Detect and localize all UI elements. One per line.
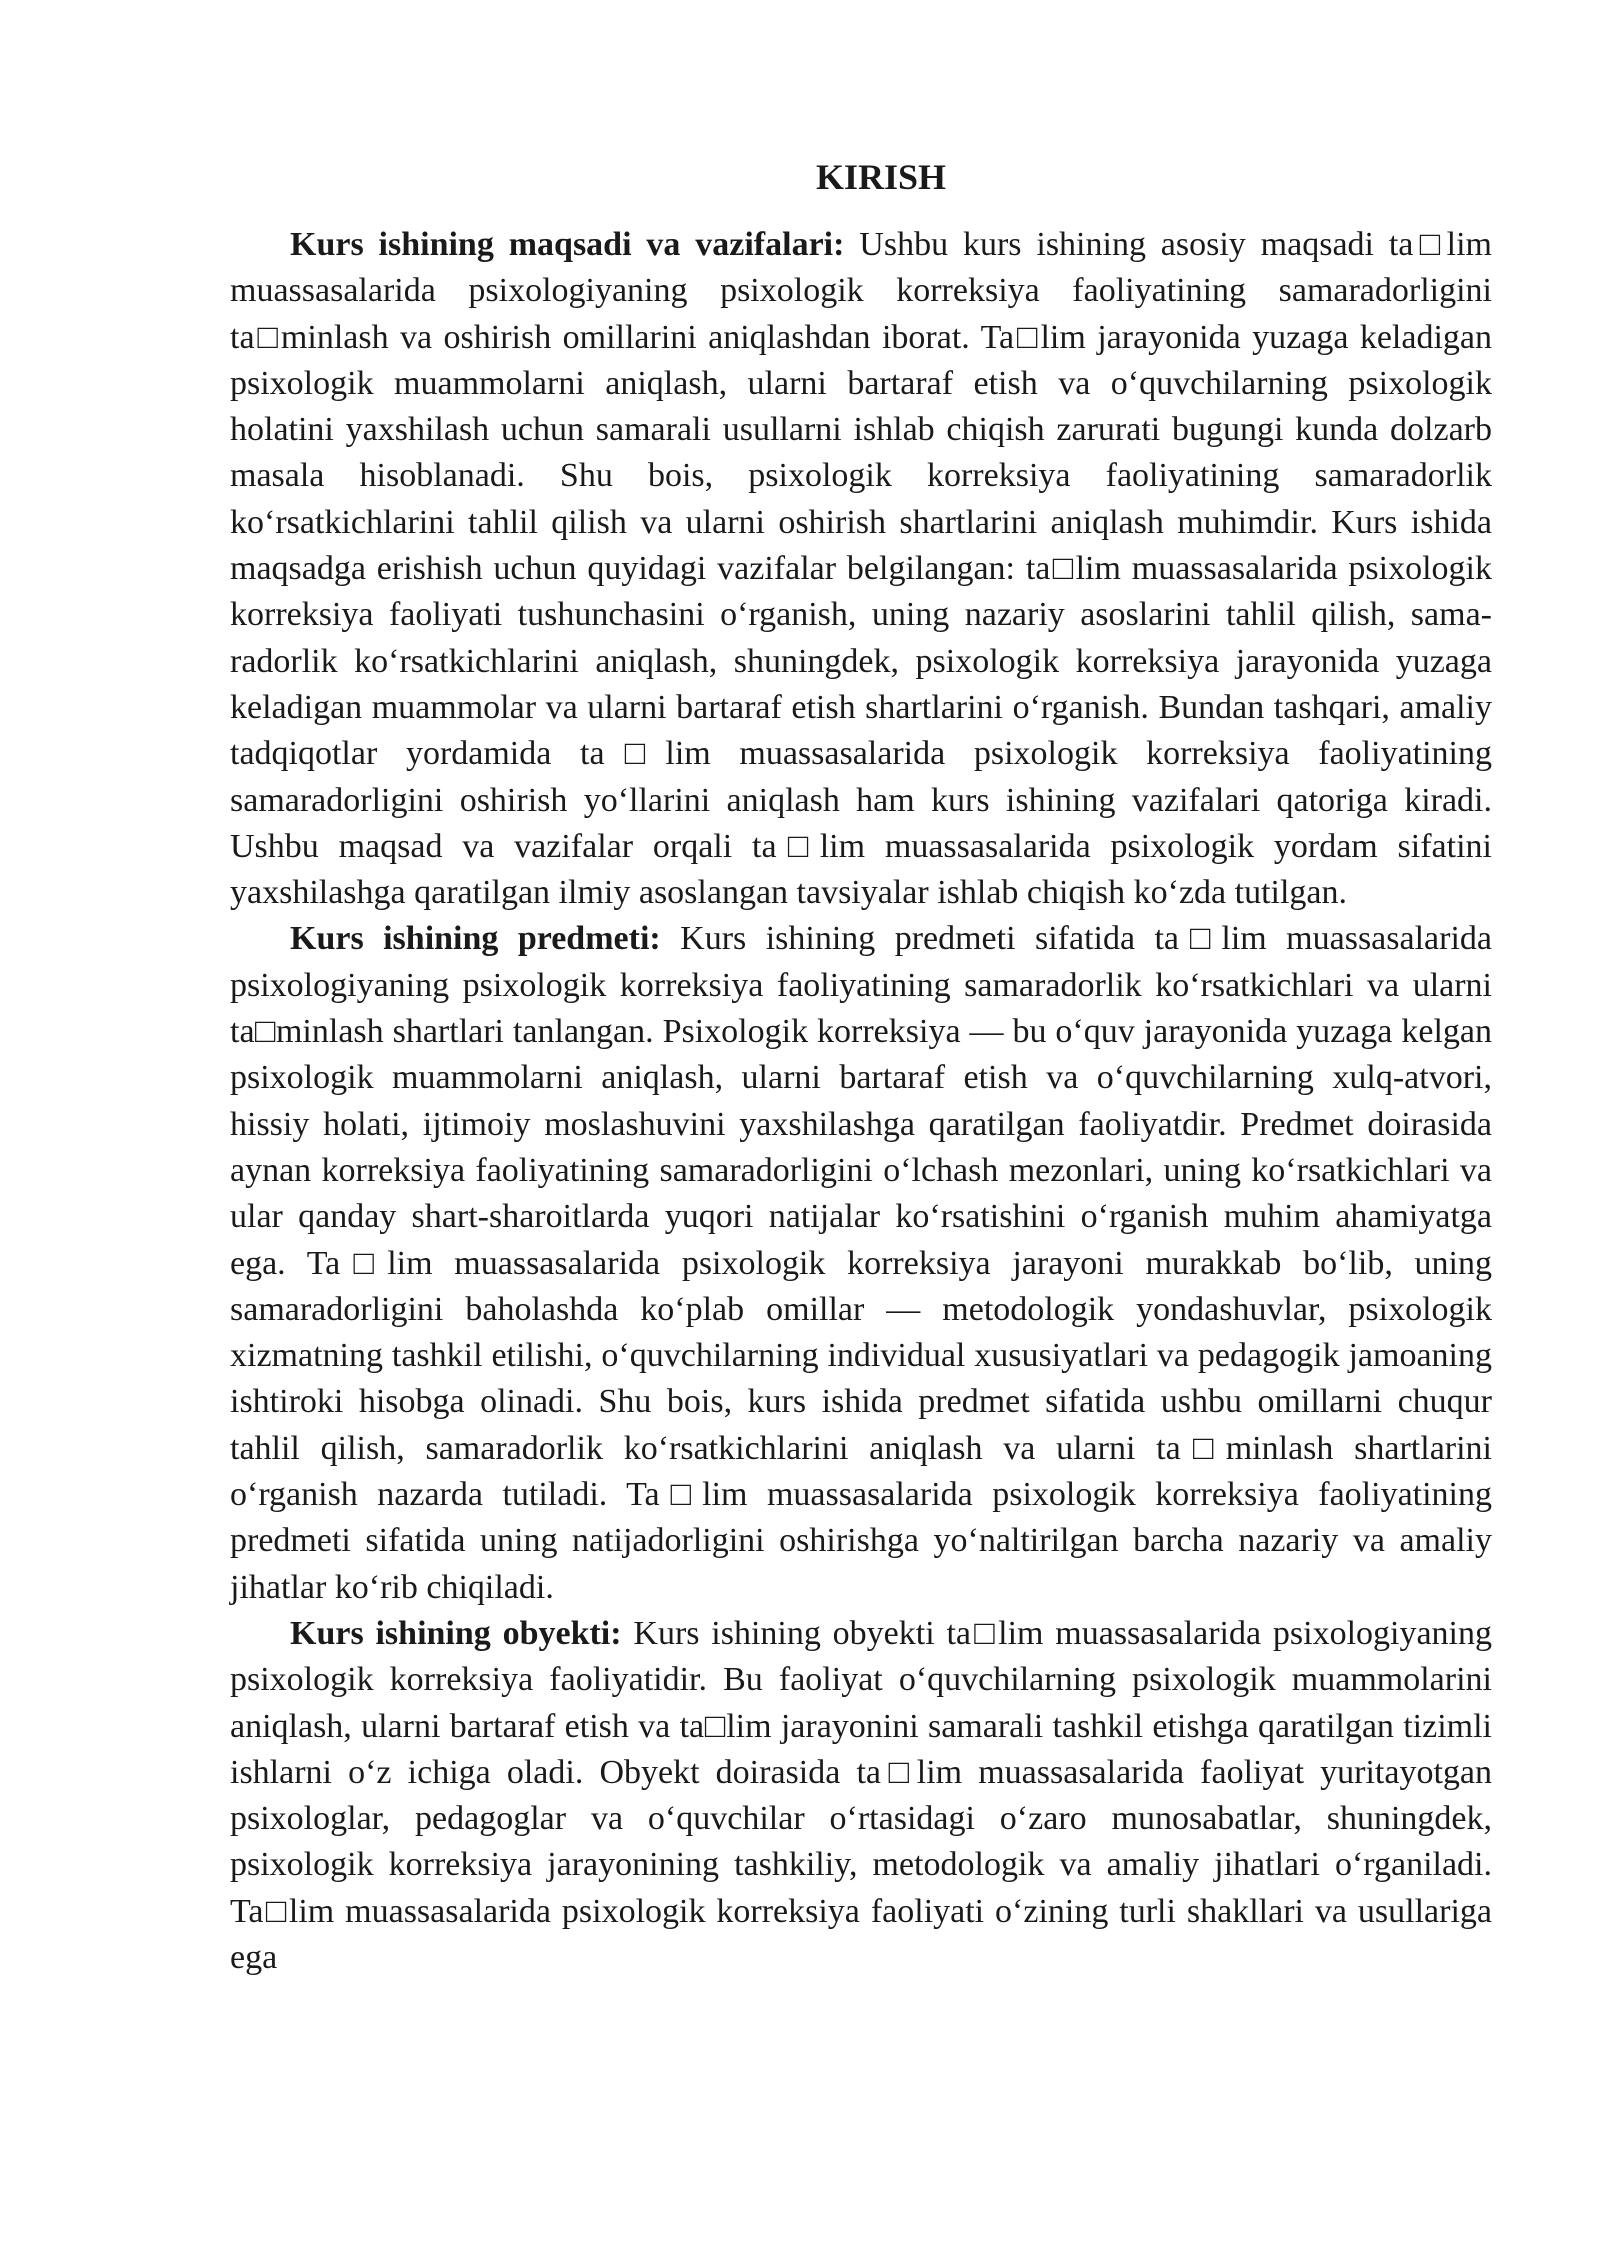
document-page: [230, 150, 1492, 1981]
paragraph-lead: Kurs ishining maqsadi va vazifalari:: [290, 226, 845, 263]
paragraph-predmeti: [230, 916, 1492, 1610]
paragraph-obyekti: [230, 1611, 1492, 1981]
page-heading: KIRISH: [815, 157, 947, 197]
paragraph-text: Kurs ishining obyekti ta□lim muassasalarida psixologiyaning psixologik korreksiya faoliyatidir. Bu faoliyat o‘quvchilarning psixologik muammolarini aniqlash, ularni bartaraf etish va ta□lim jarayonini samarali tashkil etishga qaratilgan tizimli ishlarni o‘z ichiga oladi. Obyekt doirasida ta□lim muassasalarida faoliyat yuritayotgan psixologlar, pedagoglar va o‘quvchilar o‘rtasidagi o‘zaro munosabatlar, shuningdek, psixologik korreksiya jarayonining tashkiliy, metodologik va amaliy jihatlari o‘rganiladi. Ta□lim muassasalarida psixologik korreksiya faoliyati o‘zining turli shakllari va usullariga ega: [230, 1614, 1492, 1976]
paragraph-maqsadi: [230, 222, 1492, 916]
paragraph-lead: Kurs ishining obyekti:: [290, 1614, 622, 1652]
paragraph-text: Ushbu kurs ishining asosiy maqsadi ta□lim muassasalarida psixologiyaning psixologik korreksiya faoliyatining samaradorligini ta□minlash va oshirish omillarini aniqlashdan iborat. Ta□lim jarayonida yuzaga keladigan psixologik muammolarni aniqlash, ularni bartaraf etish va o‘quvchilarning psixologik holatini yaxshilash uchun samarali usullarni ishlab chiqish zarurati bugungi kunda dolzarb masala hisoblanadi. Shu bois, psixologik korreksiya faoliyatining samaradorlik ko‘rsatkichlarini tahlil qilish va ularni oshirish shartlarini aniqlash muhimdir. Kurs ishida maqsadga erishish uchun quyidagi vazifalar belgilangan: ta□lim muassasalarida psixologik korreksiya faoliyati tushunchasini o‘rganish, uning nazariy asoslarini tahlil qilish, samaradorlik ko‘rsatkichlarini aniqlash, shuningdek, psixologik korreksiya jarayonida yuzaga keladigan muammolar va ularni bartaraf etish shartlarini o‘rganish. Bundan tashqari, amaliy tadqiqotlar yordamida ta□lim muassasalarida psixologik korreksiya faoliyatining samaradorligini oshirish yo‘llarini aniqlash ham kurs ishining vazifalari qatoriga kiradi. Ushbu maqsad va vazifalar orqali ta□lim muassasalarida psixologik yordam sifatini yaxshilashga qaratilgan ilmiy asoslangan tavsiyalar ishlab chiqish ko‘zda tutilgan.: [230, 226, 1492, 912]
paragraph-text: Kurs ishining predmeti sifatida ta□lim muassasalarida psixologiyaning psixologik korreksiya faoliyatining samaradorlik ko‘rsatkichlari va ularni ta□minlash shartlari tanlangan. Psixologik korreksiya — bu o‘quv jarayonida yuzaga kelgan psixologik muammolarni aniqlash, ularni bartaraf etish va o‘quvchilarning xulq-atvori, hissiy holati, ijtimoiy moslashuvini yaxshilashga qaratilgan faoliyatdir. Predmet doirasida aynan korreksiya faoliyatining samaradorligini o‘lchash mezonlari, uning ko‘rsatkichlari va ular qanday shart-sharoitlarda yuqori natijalar ko‘rsatishini o‘rganish muhim ahamiyatga ega. Ta□lim muassasalarida psixologik korreksiya jarayoni murakkab bo‘lib, uning samaradorligini baholashda ko‘plab omillar — metodologik yondashuvlar, psixologik xizmatning tashkil etilishi, o‘quvchilarning individual xususiyatlari va pedagogik jamoaning ishtiroki hisobga olinadi. Shu bois, kurs ishida predmet sifatida ushbu omillarni chuqur tahlil qilish, samaradorlik ko‘rsatkichlarini aniqlash va ularni ta□minlash shartlarini o‘rganish nazarda tutiladi. Ta□lim muassasalarida psixologik korreksiya faoliyatining predmeti sifatida uning natijadorligini oshirishga yo‘naltirilgan barcha nazariy va amaliy jihatlar ko‘rib chiqiladi.: [230, 920, 1492, 1606]
paragraph-lead: Kurs ishining predmeti:: [290, 920, 661, 958]
